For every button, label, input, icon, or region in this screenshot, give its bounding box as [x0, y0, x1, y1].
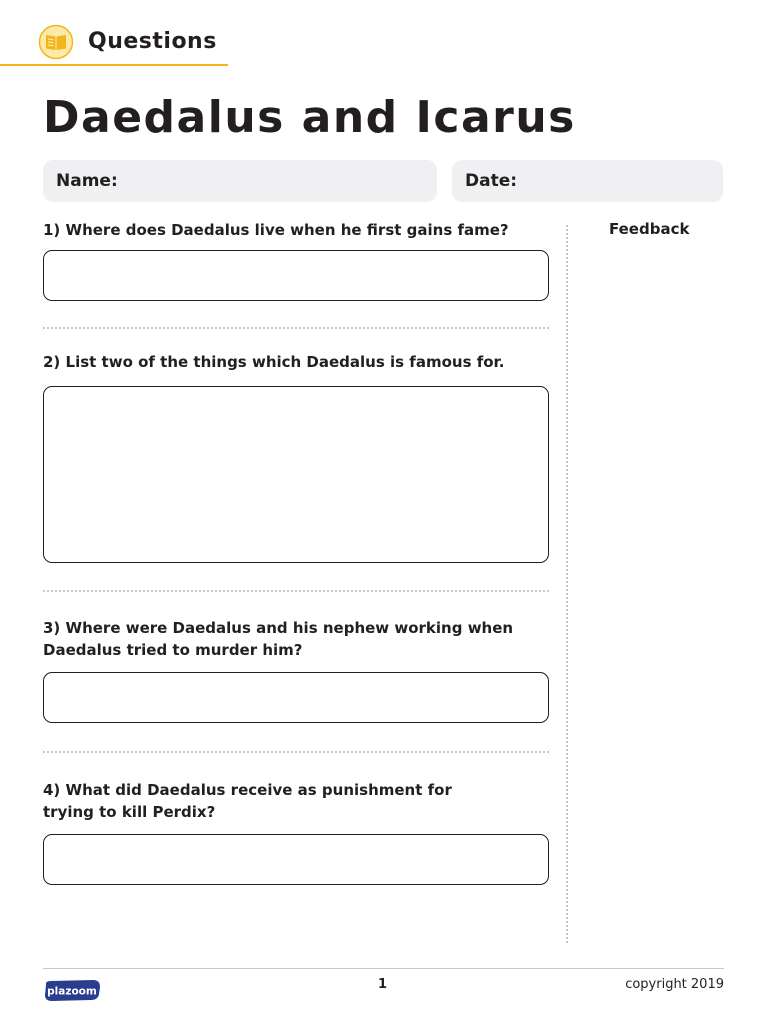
answer-box-4[interactable] [43, 834, 549, 885]
question-3 [43, 617, 553, 661]
dotted-separator [43, 751, 549, 753]
book-icon [38, 24, 74, 60]
answer-box-1[interactable] [43, 250, 549, 301]
question-number: 4) [43, 781, 61, 799]
question-text: What did Daedalus receive as punishment for trying to kill Perdix? [43, 781, 452, 821]
question-4 [43, 779, 503, 823]
feedback-label: Feedback [609, 220, 690, 238]
copyright-text: copyright 2019 [625, 977, 724, 992]
question-1 [43, 219, 553, 241]
question-number: 3) [43, 619, 61, 637]
question-number: 2) [43, 353, 61, 371]
footer-divider [43, 968, 724, 969]
column-divider [566, 225, 568, 943]
date-label: Date: [465, 171, 518, 191]
question-2 [43, 351, 553, 373]
answer-box-3[interactable] [43, 672, 549, 723]
date-field[interactable] [452, 160, 723, 202]
dotted-separator [43, 327, 549, 329]
header-bar [0, 22, 228, 66]
name-field[interactable] [43, 160, 437, 202]
question-text: Where were Daedalus and his nephew working when Daedalus tried to murder him? [43, 619, 514, 659]
answer-box-2[interactable] [43, 386, 549, 563]
plazoom-logo [43, 978, 101, 1002]
name-label: Name: [56, 171, 118, 191]
header-title: Questions [88, 29, 217, 54]
question-text: Where does Daedalus live when he first gains fame? [65, 221, 509, 239]
page-title: Daedalus and Icarus [43, 92, 576, 143]
question-number: 1) [43, 221, 61, 239]
dotted-separator [43, 590, 549, 592]
question-text: List two of the things which Daedalus is famous for. [65, 353, 505, 371]
page-number: 1 [378, 977, 388, 992]
logo-text: plazoom [47, 985, 97, 998]
